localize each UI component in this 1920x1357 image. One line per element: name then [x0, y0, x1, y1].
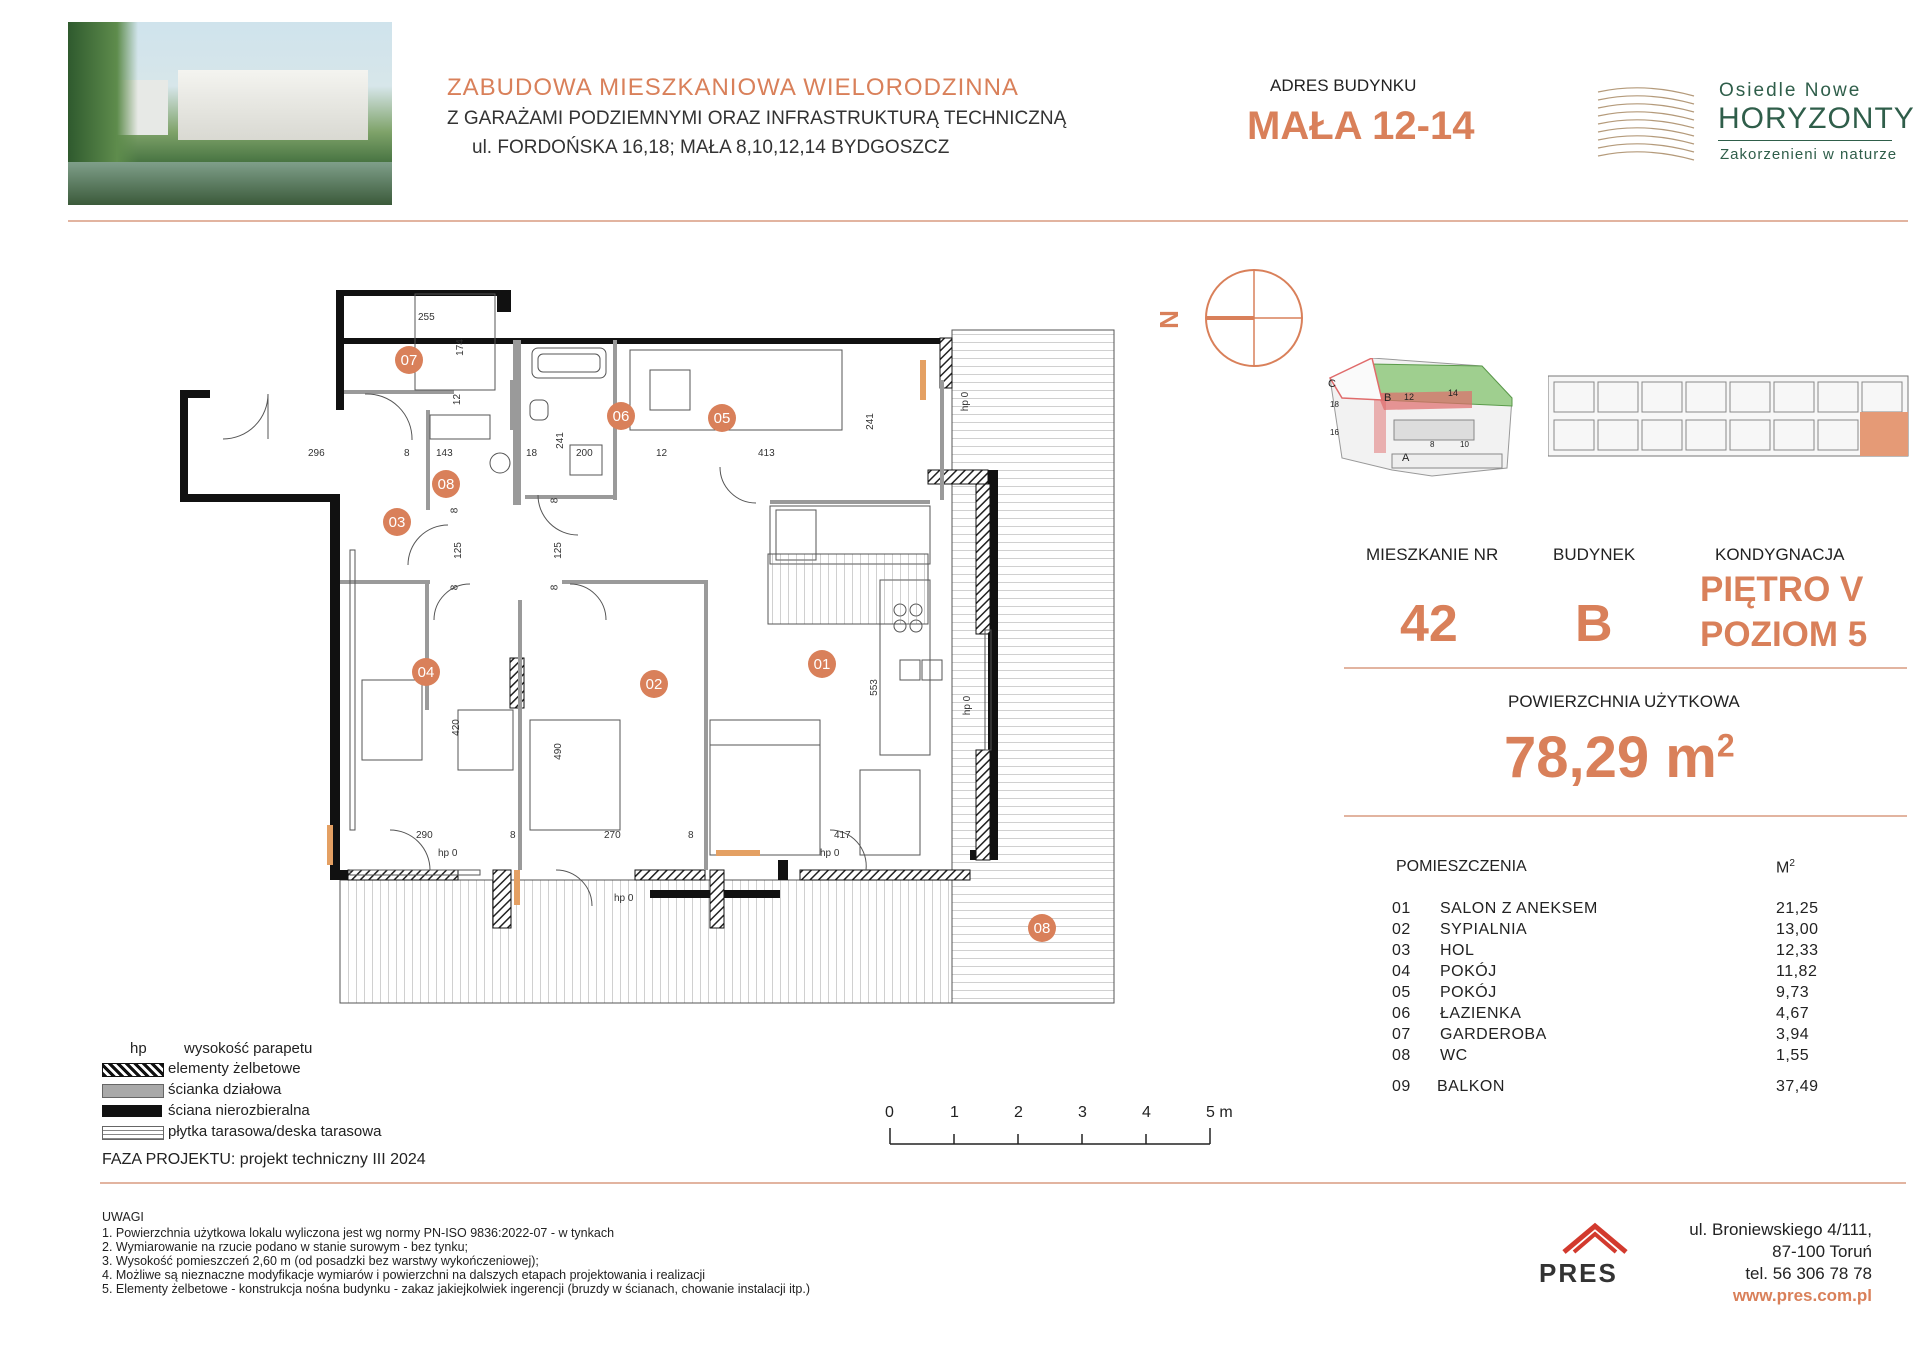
rooms-unit-sup: 2 — [1789, 858, 1795, 869]
brand-line2: HORYZONTY — [1718, 102, 1915, 135]
address-label: ADRES BUDYNKU — [1270, 76, 1417, 95]
dim-label: 8 — [549, 497, 561, 504]
room-badge: 07 — [395, 346, 423, 374]
legend-wall-swatch — [102, 1105, 162, 1117]
project-title: ZABUDOWA MIESZKANIOWA WIELORODZINNA — [447, 74, 1019, 101]
site-label: 18 — [1330, 400, 1339, 409]
room-area: 9,73 — [1776, 984, 1810, 1001]
dim-label: hp 0 — [820, 848, 840, 859]
area-unit-sup: 2 — [1716, 727, 1735, 764]
area-value-wrap — [1504, 724, 1735, 791]
room-no: 06 — [1392, 1005, 1411, 1022]
room-no: 08 — [1392, 1047, 1411, 1064]
note-line: 5. Elementy żelbetowe - konstrukcja nośna budynku - zakaz jakiejkolwiek ingerencji (bruzdy w ścianach, chowanie instalacji itp.) — [102, 1282, 810, 1296]
project-subtitle: Z GARAŻAMI PODZIEMNYMI ORAZ INFRASTRUKTURĄ TECHNICZNĄ — [447, 108, 1067, 129]
hero-image — [68, 22, 392, 205]
compass-north-label: N — [1153, 310, 1184, 329]
project-phase: FAZA PROJEKTU: projekt techniczny III 2024 — [102, 1151, 426, 1168]
dim-label: 200 — [576, 448, 593, 459]
dim-label: hp 0 — [614, 893, 634, 904]
dim-label: 143 — [436, 448, 453, 459]
header-divider — [68, 220, 1908, 222]
area-divider — [1344, 815, 1907, 817]
room-badge: 08 — [432, 470, 460, 498]
footer-phone: tel. 56 306 78 78 — [1745, 1264, 1872, 1283]
note-line: 2. Wymiarowanie na rzucie podano w stanie surowym - bez tynku; — [102, 1240, 469, 1254]
room-name: HOL — [1440, 942, 1475, 959]
rooms-unit-header — [1776, 858, 1795, 877]
dim-label: hp 0 — [962, 695, 974, 716]
footer-address2: 87-100 Toruń — [1772, 1242, 1872, 1261]
legend-item: płytka tarasowa/deska tarasowa — [168, 1123, 382, 1140]
legend-deck-swatch — [102, 1126, 164, 1140]
dim-label: 417 — [834, 830, 851, 841]
room-area: 3,94 — [1776, 1026, 1810, 1043]
room-area: 13,00 — [1776, 921, 1819, 938]
dim-label: 420 — [450, 719, 462, 736]
legend-item: ścianka działowa — [168, 1081, 282, 1098]
dim-label: 125 — [452, 542, 464, 559]
room-badge: 08 — [1028, 914, 1056, 942]
pres-logo-text: PRES — [1539, 1258, 1618, 1288]
scale-tick: 0 — [885, 1104, 894, 1121]
dim-label: hp 0 — [960, 391, 972, 412]
note-line: 4. Możliwe są nieznaczne modyfikacje wymiarów i powierzchni na dalszych etapach projektowania i realizacji — [102, 1268, 706, 1282]
site-label: 10 — [1460, 440, 1469, 449]
footer-divider — [100, 1182, 1906, 1184]
note-line: 1. Powierzchnia użytkowa lokalu wyliczona jest wg normy PN-ISO 9836:2022-07 - w tynkach — [102, 1226, 615, 1240]
room-name: POKÓJ — [1440, 963, 1497, 980]
project-address: ul. FORDOŃSKA 16,18; MAŁA 8,10,12,14 BYDGOSZCZ — [472, 137, 950, 158]
room-badge: 06 — [607, 402, 635, 430]
dim-label: 174 — [454, 339, 466, 356]
floor-plan — [180, 270, 1140, 1020]
dim-label: 8 — [449, 507, 461, 514]
scale-tick: 4 — [1142, 1104, 1151, 1121]
rooms-header: POMIESZCZENIA — [1396, 858, 1527, 875]
room-no: 07 — [1392, 1026, 1411, 1043]
level-label: KONDYGNACJA — [1715, 545, 1845, 564]
room-no: 01 — [1392, 900, 1411, 917]
room-badge: 01 — [808, 650, 836, 678]
legend-item: ściana nierozbieralna — [168, 1102, 310, 1119]
legend-hp-desc: wysokość parapetu — [184, 1040, 313, 1057]
key-plan — [1548, 368, 1914, 464]
dim-label: 18 — [526, 448, 538, 459]
legend-concrete-swatch — [102, 1063, 164, 1077]
dim-label: 413 — [758, 448, 775, 459]
room-name: GARDEROBA — [1440, 1026, 1547, 1043]
dim-label: 490 — [552, 743, 564, 760]
site-map — [1322, 358, 1522, 498]
room-no: 02 — [1392, 921, 1411, 938]
site-label: B — [1384, 392, 1392, 404]
apartment-number: 42 — [1400, 595, 1458, 653]
apartment-number-label: MIESZKANIE NR — [1366, 545, 1499, 564]
scale-bar — [888, 1124, 1218, 1146]
dim-label: 12 — [452, 393, 464, 406]
site-label: 16 — [1330, 428, 1339, 437]
room-no: 03 — [1392, 942, 1411, 959]
scale-tick: 5 m — [1206, 1104, 1233, 1121]
notes-title: UWAGI — [102, 1210, 144, 1224]
room-area: 11,82 — [1776, 963, 1818, 980]
dim-label: 241 — [864, 413, 876, 430]
room-badge: 03 — [383, 508, 411, 536]
room-badge: 04 — [412, 658, 440, 686]
info-divider — [1344, 667, 1907, 669]
scale-tick: 2 — [1014, 1104, 1023, 1121]
balcony-no: 09 — [1392, 1078, 1411, 1095]
level-value-2: POZIOM 5 — [1700, 615, 1868, 654]
area-value: 78,29 m — [1504, 725, 1717, 790]
room-area: 12,33 — [1776, 942, 1819, 959]
site-label: 12 — [1404, 392, 1415, 402]
note-line: 3. Wysokość pomieszczeń 2,60 m (od posadzki bez warstwy wykończeniowej); — [102, 1254, 539, 1268]
dim-label: 8 — [404, 448, 410, 459]
brand-line1: Osiedle Nowe — [1719, 80, 1862, 101]
footer-address1: ul. Broniewskiego 4/111, — [1689, 1220, 1872, 1239]
building-label: BUDYNEK — [1553, 545, 1636, 564]
balcony-area: 37,49 — [1776, 1078, 1819, 1095]
room-no: 05 — [1392, 984, 1411, 1001]
room-area: 21,25 — [1776, 900, 1819, 917]
room-area: 4,67 — [1776, 1005, 1810, 1022]
site-label: 8 — [1430, 440, 1435, 449]
room-area: 1,55 — [1776, 1047, 1810, 1064]
dim-label: 290 — [416, 830, 433, 841]
dim-label: 8 — [549, 584, 561, 591]
room-name: POKÓJ — [1440, 984, 1497, 1001]
dim-label: 125 — [552, 542, 564, 559]
site-label: 14 — [1448, 388, 1459, 398]
room-name: SYPIALNIA — [1440, 921, 1528, 938]
site-label: C — [1328, 378, 1336, 390]
scale-tick: 1 — [950, 1104, 959, 1121]
dim-label: 270 — [604, 830, 621, 841]
dim-label: 296 — [308, 448, 325, 459]
legend-hp-key: hp — [130, 1040, 147, 1057]
site-label: A — [1402, 452, 1410, 464]
dim-label: 8 — [688, 830, 694, 841]
room-no: 04 — [1392, 963, 1411, 980]
balcony-name: BALKON — [1437, 1078, 1505, 1095]
dim-label: 241 — [554, 432, 566, 449]
brand-tagline: Zakorzenieni w naturze — [1720, 146, 1898, 163]
room-badge: 02 — [640, 670, 668, 698]
dim-label: 553 — [868, 679, 880, 696]
brand-logo — [1594, 82, 1700, 162]
dim-label: 8 — [449, 584, 461, 591]
footer-web-link[interactable]: www.pres.com.pl — [1732, 1286, 1872, 1305]
legend-partition-swatch — [102, 1084, 164, 1098]
room-badge: 05 — [708, 404, 736, 432]
room-name: WC — [1440, 1047, 1468, 1064]
dim-label: 12 — [656, 448, 668, 459]
legend-item: elementy żelbetowe — [168, 1060, 301, 1077]
room-name: SALON Z ANEKSEM — [1440, 900, 1598, 917]
rooms-unit: M — [1776, 859, 1790, 877]
dim-label: hp 0 — [438, 848, 458, 859]
address-value: MAŁA 12-14 — [1247, 104, 1475, 148]
dim-label: 255 — [418, 312, 435, 323]
scale-tick: 3 — [1078, 1104, 1087, 1121]
building-letter: B — [1575, 595, 1613, 653]
level-value-1: PIĘTRO V — [1700, 570, 1864, 609]
compass-icon — [1196, 266, 1306, 376]
room-name: ŁAZIENKA — [1440, 1005, 1522, 1022]
area-label: POWIERZCHNIA UŻYTKOWA — [1508, 692, 1740, 711]
dim-label: 8 — [510, 830, 516, 841]
pres-logo-icon — [1560, 1222, 1630, 1256]
